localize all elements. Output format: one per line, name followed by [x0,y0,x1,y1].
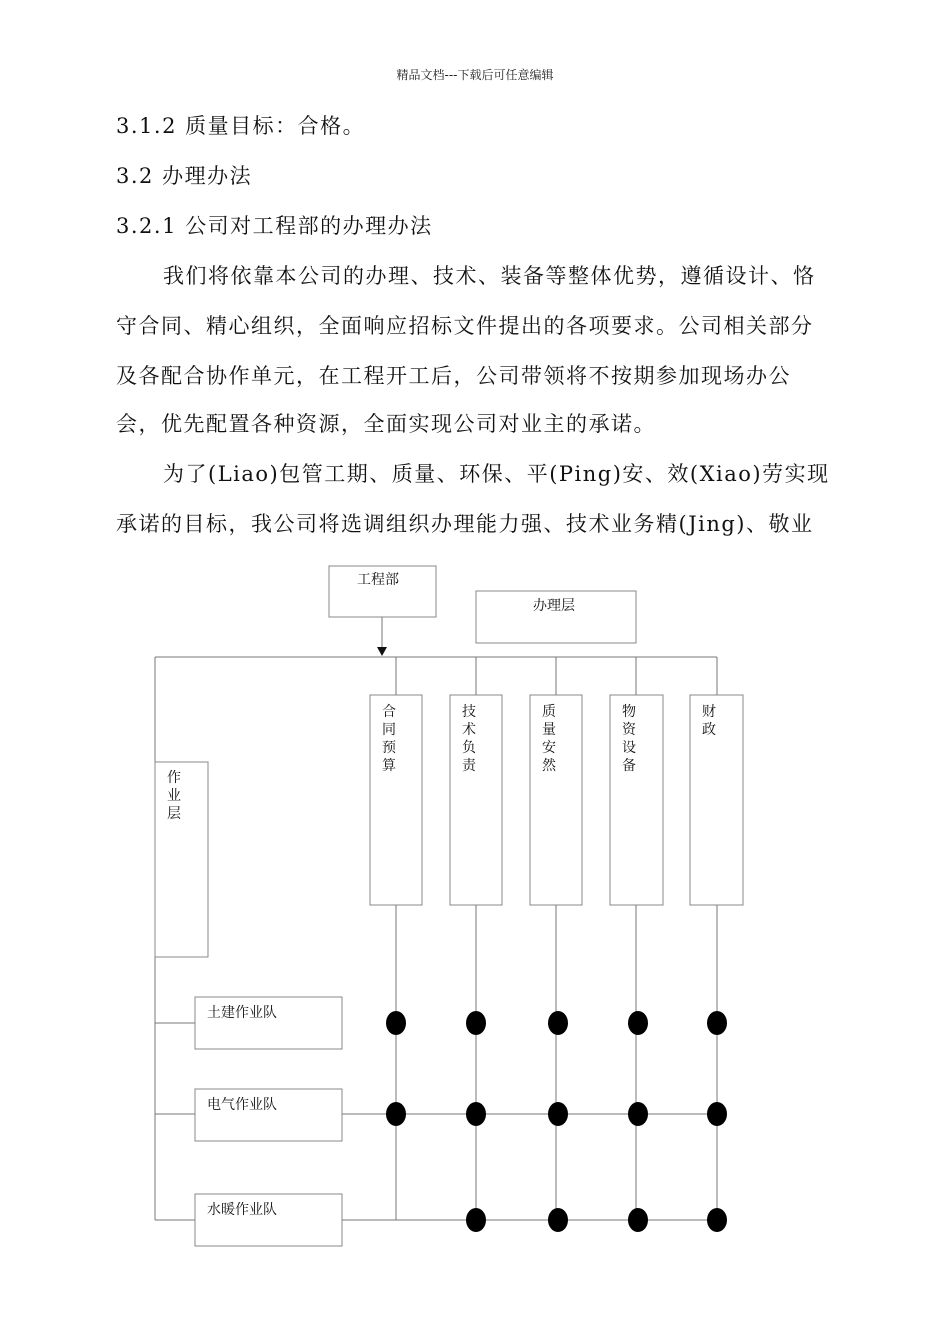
label-engineering-dept: 工程部 [357,572,399,588]
paragraph-line: 及各配合协作单元，在工程开工后，公司带领将不按期参加现场办公 [116,364,791,388]
dept-box [610,695,663,905]
dept-box [690,695,743,905]
dept-box [530,695,582,905]
dept-box [370,695,422,905]
dept-box [450,695,502,905]
label-team: 电气作业队 [207,1097,277,1113]
dept-label: 质量安然 [542,704,556,774]
page-header: 精品文档---下载后可任意编辑 [396,68,554,82]
junction-dot [628,1208,648,1232]
paragraph-line: 守合同、精心组织，全面响应招标文件提出的各项要求。公司相关部分 [116,314,814,338]
paragraph-line: 我们将依靠本公司的办理、技术、装备等整体优势，遵循设计、恪 [163,264,816,288]
section-heading-3-2: 3.2 办理办法 [116,164,253,188]
box-operation-layer [155,762,208,957]
junction-dot [628,1102,648,1126]
label-operation-layer: 作业层 [167,770,181,822]
junction-dot [386,1102,406,1126]
section-heading-3-2-1: 3.2.1 公司对工程部的办理办法 [116,214,433,238]
junction-dot [548,1208,568,1232]
junction-dot [707,1208,727,1232]
junction-dot [707,1011,727,1035]
dept-label: 技术负责 [462,704,476,774]
junction-dot [548,1011,568,1035]
paragraph-line: 为了(Liao)包管工期、质量、环保、平(Ping)安、效(Xiao)劳实现 [163,462,830,486]
junction-dot [466,1011,486,1035]
label-team: 水暖作业队 [207,1202,277,1218]
label-management-layer: 办理层 [533,598,575,614]
junction-dot [466,1208,486,1232]
paragraph-line: 会，优先配置各种资源，全面实现公司对业主的承诺。 [116,412,656,436]
junction-dot [386,1011,406,1035]
paragraph-line: 承诺的目标，我公司将选调组织办理能力强、技术业务精(Jing)、敬业 [116,512,814,536]
label-team: 土建作业队 [207,1005,277,1021]
section-heading-3-1-2: 3.1.2 质量目标：合格。 [116,114,366,138]
dept-label: 财政 [702,704,716,738]
dept-label: 物资设备 [622,704,636,774]
junction-dot [707,1102,727,1126]
junction-dot [628,1011,648,1035]
dept-label: 合同预算 [382,704,396,774]
junction-dot [548,1102,568,1126]
arrow-head-icon [377,647,387,656]
junction-dot [466,1102,486,1126]
